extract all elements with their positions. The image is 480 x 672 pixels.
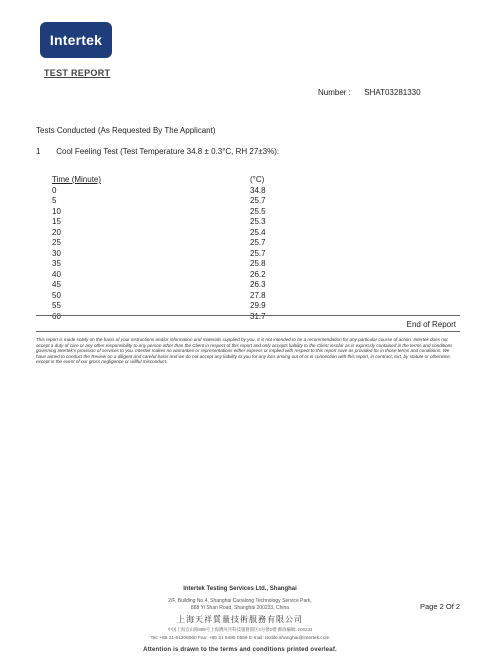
footer-address-line2: 888 Yi Shan Road, Shanghai 200233, China [190, 605, 290, 611]
time-cell: 60 [52, 311, 61, 321]
time-cell: 55 [52, 301, 61, 310]
time-cell: 30 [52, 248, 61, 258]
end-of-report: End of Report [406, 320, 456, 329]
table-row [52, 217, 290, 228]
time-cell: 5 [52, 196, 57, 205]
table-row [52, 207, 290, 218]
test-item-index: 1 [36, 147, 41, 156]
test-item [36, 147, 279, 156]
column-header-time: Time (Minute) [52, 175, 102, 184]
temperature-cell: 25.3 [250, 217, 266, 226]
table-row [52, 291, 290, 302]
temperature-cell: 25.7 [250, 238, 266, 247]
test-item-text: Cool Feeling Test (Test Temperature 34.8 ± 0.3°C, RH 27±3%): [56, 147, 280, 156]
time-cell: 0 [52, 185, 57, 195]
temperature-cell: 34.8 [250, 185, 266, 195]
footer-chinese-address: 中国上海宜山路889号上海漕河泾科技服務園区4号楼2楼 郵政編碼: 200233 [167, 627, 313, 632]
footer-contact: Tel: +86 21 61206060 Fax: +86 21 6485 0559 E-mail: textile.shanghai@intertek.com [150, 636, 330, 641]
report-number [318, 88, 421, 97]
table-row [52, 196, 290, 207]
table-row [52, 280, 290, 291]
divider-bottom [36, 331, 460, 332]
temperature-cell: 25.7 [250, 196, 266, 205]
time-cell: 35 [52, 259, 61, 268]
temperature-cell: 25.5 [250, 206, 266, 216]
time-cell: 25 [52, 238, 61, 247]
time-cell: 15 [52, 217, 61, 226]
table-row [52, 301, 290, 312]
time-cell: 40 [52, 269, 61, 279]
temperature-cell: 31.7 [250, 311, 266, 321]
temperature-cell: 25.4 [250, 227, 266, 237]
table-row [52, 186, 290, 197]
table-row [52, 270, 290, 281]
report-number-value: SHAT03281330 [364, 88, 421, 97]
temperature-cell: 26.3 [250, 280, 266, 289]
table-row [52, 259, 290, 270]
footer-address-line1: 2/F, Building No.4, Shanghai Caoalong Technology Service Park, [168, 598, 312, 604]
intertek-logo [40, 22, 112, 58]
logo-text: Intertek [49, 32, 103, 48]
table-header-row [52, 175, 290, 186]
footer-chinese-company-name: 上海天祥質量技術服務有限公司 [177, 615, 303, 624]
temperature-cell: 25.8 [250, 259, 266, 268]
divider-top [36, 315, 460, 316]
footer-notice: Attention is drawn to the terms and conditions printed overleaf. [143, 647, 337, 653]
page-number: Page 2 Of 2 [420, 602, 461, 611]
temperature-cell: 25.7 [250, 248, 266, 258]
temperature-cell: 26.2 [250, 269, 266, 279]
time-cell: 50 [52, 290, 61, 300]
column-header-temperature: (°C) [250, 175, 265, 184]
table-row [52, 312, 290, 323]
tests-conducted-heading: Tests Conducted (As Requested By The Applicant) [36, 126, 216, 135]
report-number-label: Number : [318, 88, 351, 97]
table-row [52, 228, 290, 239]
table-row [52, 238, 290, 249]
time-cell: 45 [52, 280, 61, 289]
results-table [52, 175, 290, 322]
temperature-cell: 27.8 [250, 290, 266, 300]
temperature-cell: 29.9 [250, 301, 266, 310]
disclaimer-text: This report is made solely on the basis of your instructions and/or information and materials supplied by you. It is not intended to be a recommendation for any particular course of action. Intertek does not accept a duty of care or any other responsibility to any person other than the Client in respect of this report and only accepts liability to the Client insofar as is expressly contained in the terms and conditions governing Intertek's provision of services to you. Intertek makes no warranties or representations either express or implied with respect to this report save as provided for in those terms and conditions. We have aimed to conduct the Review on a diligent and careful basis and we do not accept any liability to you for any loss arising out of or in connection with this report, in contract, tort, by statute or otherwise, except in the event of our gross negligence or willful misconduct. [36, 337, 453, 365]
time-cell: 20 [52, 227, 61, 237]
table-row [52, 249, 290, 260]
report-title: TEST REPORT [44, 68, 111, 78]
time-cell: 10 [52, 206, 61, 216]
footer-company: Intertek Testing Services Ltd., Shanghai [183, 586, 297, 592]
